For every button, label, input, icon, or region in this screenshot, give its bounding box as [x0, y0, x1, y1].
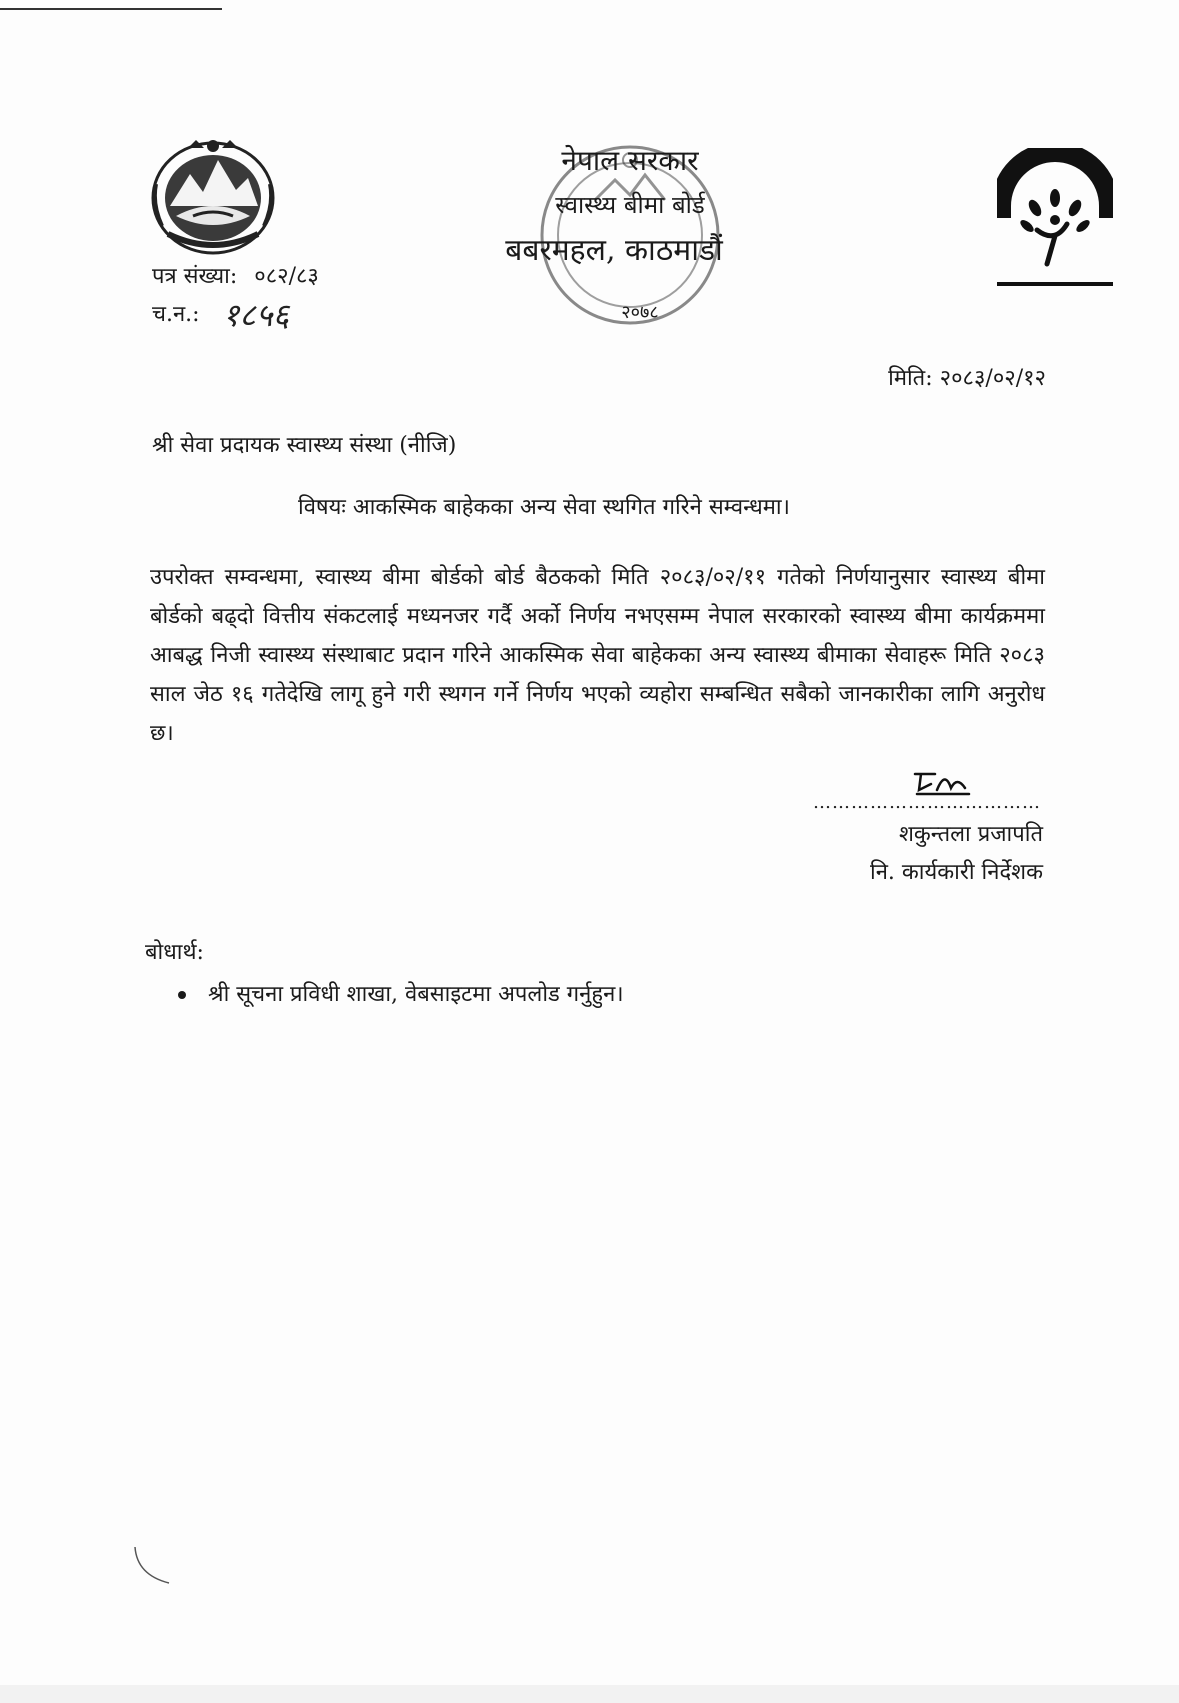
subject-line: विषयः आकस्मिक बाहेकका अन्य सेवा स्थगित गरिने सम्वन्धमा। [298, 495, 790, 520]
reference-number [152, 262, 319, 292]
org-line-1: नेपाल सरकार [561, 144, 699, 177]
patra-label: पत्र संख्या: [152, 264, 238, 289]
scan-corner-mark [133, 1545, 173, 1585]
cc-label: बोधार्थ: [145, 940, 204, 965]
chalani-label: च.न.: [152, 302, 200, 327]
org-line-3: बबरमहल, काठमाडौं [505, 233, 723, 268]
nepal-emblem-icon [148, 134, 278, 256]
signature-dotted-line: ……………………………… [813, 792, 1041, 813]
cc-list [178, 978, 624, 1012]
scan-artifact-line [0, 8, 222, 10]
signer-name: शकुन्तला प्रजापति [898, 822, 1043, 847]
date-value: २०८३/०२/१२ [939, 366, 1046, 391]
bullet-icon [178, 991, 186, 999]
cc-item [178, 978, 624, 1012]
date-label: मिति: [888, 366, 933, 391]
recipient: श्री सेवा प्रदायक स्वास्थ्य संस्था (नीजि) [152, 433, 457, 458]
dispatch-number [152, 296, 290, 334]
health-insurance-board-logo-icon [997, 148, 1113, 288]
patra-value: ०८२/८३ [254, 264, 319, 289]
letter-date [888, 364, 1046, 394]
letterhead-center [505, 130, 755, 330]
chalani-value: १८५६ [222, 296, 290, 334]
scan-bottom-strip [0, 1685, 1179, 1703]
signer-title: नि. कार्यकारी निर्देशक [870, 860, 1043, 885]
stamp-year: २०७८ [621, 302, 659, 323]
cc-item-text: श्री सूचना प्रविधी शाखा, वेबसाइटमा अपलोड गर्नुहुन। [208, 982, 624, 1007]
org-line-2: स्वास्थ्य बीमा बोर्ड [555, 191, 705, 219]
body-paragraph: उपरोक्त सम्वन्धमा, स्वास्थ्य बीमा बोर्डको बोर्ड बैठकको मिति २०८३/०२/११ गतेको निर्णयानुसार स्वास्थ्य बीमा बोर्डको बढ्दो वित्तीय संकटलाई मध्यनजर गर्दै अर्को निर्णय नभएसम्म नेपाल सरकारको स्वास्थ्य बीमा कार्यक्रममा आबद्ध निजी स्वास्थ्य संस्थाबाट प्रदान गरिने आकस्मिक सेवा बाहेकका अन्य स्वास्थ्य बीमाका सेवाहरू मिति २०८३ साल जेठ १६ गतेदेखि लागू हुने गरी स्थगन गर्ने निर्णय भएको व्यहोरा सम्बन्धित सबैको जानकारीका लागि अनुरोध छ। [150, 565, 1045, 746]
